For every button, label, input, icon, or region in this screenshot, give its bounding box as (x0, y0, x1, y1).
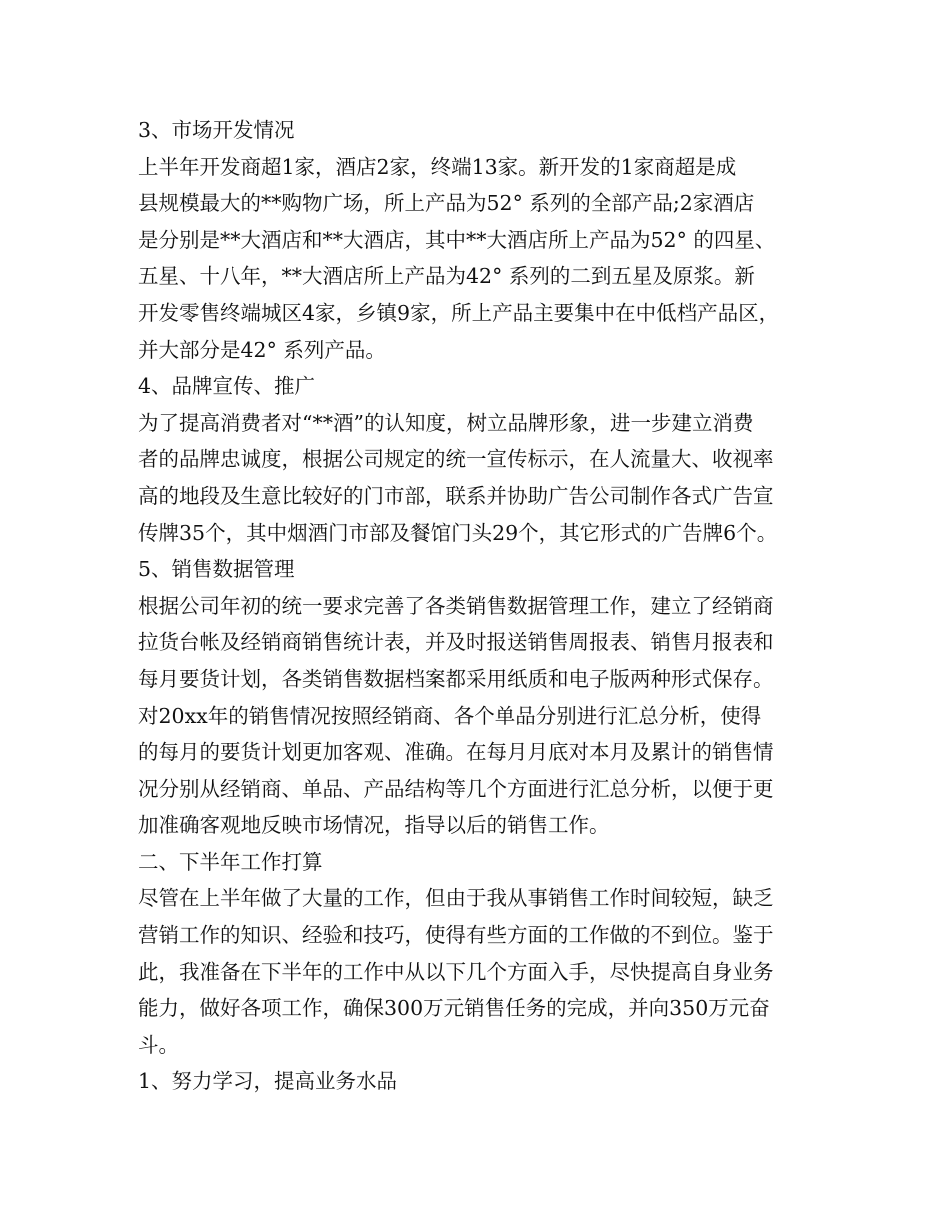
paragraph-line: 传牌35个，其中烟酒门市部及餐馆门头29个，其它形式的广告牌6个。 (138, 520, 778, 545)
paragraph-line: 根据公司年初的统一要求完善了各类销售数据管理工作，建立了经销商 (138, 593, 774, 618)
heading-market-development: 3、市场开发情况 (138, 118, 295, 142)
paragraph-line: 对20xx年的销售情况按照经销商、各个单品分别进行汇总分析，使得 (138, 703, 762, 728)
paragraph-line: 高的地段及生意比较好的门市部，联系并协助广告公司制作各式广告宣 (138, 483, 774, 508)
paragraph-line: 五星、十八年，**大酒店所上产品为42° 系列的二到五星及原浆。新 (138, 264, 755, 289)
paragraph-line: 加准确客观地反映市场情况，指导以后的销售工作。 (138, 813, 610, 838)
paragraph-line: 的每月的要货计划更加客观、准确。在每月月底对本月及累计的销售情 (138, 740, 774, 765)
paragraph-line: 县规模最大的**购物广场，所上产品为52° 系列的全部产品;2家酒店 (138, 191, 755, 216)
document-body (138, 112, 828, 1100)
paragraph-line: 能力，做好各项工作，确保300万元销售任务的完成，并向350万元奋 (138, 996, 770, 1021)
heading-brand-promotion: 4、品牌宣传、推广 (138, 374, 316, 399)
heading-study-improve: 1、努力学习，提高业务水品 (138, 1069, 398, 1094)
paragraph-line: 营销工作的知识、经验和技巧，使得有些方面的工作做的不到位。鉴于 (138, 923, 774, 948)
paragraph-line: 并大部分是42° 系列产品。 (138, 337, 386, 362)
heading-second-half-plan: 二、下半年工作打算 (138, 849, 323, 874)
paragraph-line: 尽管在上半年做了大量的工作，但由于我从事销售工作时间较短，缺乏 (138, 886, 774, 911)
paragraph-line: 拉货台帐及经销商销售统计表，并及时报送销售周报表、销售月报表和 (138, 630, 774, 655)
paragraph-line: 为了提高消费者对“**酒”的认知度，树立品牌形象，进一步建立消费 (138, 410, 754, 435)
paragraph-line: 每月要货计划，各类销售数据档案都采用纸质和电子版两种形式保存。 (138, 666, 774, 691)
heading-sales-data-management: 5、销售数据管理 (138, 557, 295, 582)
paragraph-line: 此，我准备在下半年的工作中从以下几个方面入手，尽快提高自身业务 (138, 959, 774, 984)
paragraph-line: 是分别是**大酒店和**大酒店，其中**大酒店所上产品为52° 的四星、 (138, 227, 776, 252)
paragraph-line: 况分别从经销商、单品、产品结构等几个方面进行汇总分析，以便于更 (138, 776, 774, 801)
paragraph-line: 者的品牌忠诚度，根据公司规定的统一宣传标示，在人流量大、收视率 (138, 447, 774, 472)
paragraph-line: 开发零售终端城区4家，乡镇9家，所上产品主要集中在中低档产品区， (138, 300, 780, 325)
paragraph-line: 斗。 (138, 1032, 179, 1057)
paragraph-line: 上半年开发商超1家，酒店2家，终端13家。新开发的1家商超是成 (138, 154, 737, 179)
